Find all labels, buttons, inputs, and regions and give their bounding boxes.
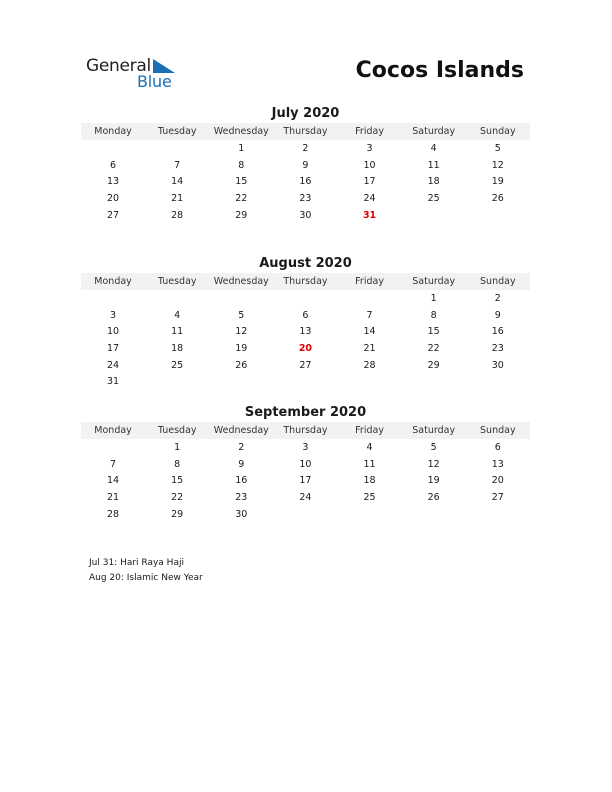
day-cell: 7 — [110, 458, 117, 470]
weekday-label: Wednesday — [213, 425, 269, 436]
logo-text-blue: Blue — [137, 72, 172, 91]
weekday-label: Sunday — [480, 276, 516, 287]
day-cell: 16 — [491, 326, 504, 338]
weekday-label: Friday — [355, 276, 384, 287]
day-cell: 6 — [494, 441, 501, 453]
day-cell: 31 — [107, 376, 120, 388]
week-row — [81, 456, 530, 473]
week-row — [81, 307, 530, 324]
day-cell: 24 — [363, 192, 376, 204]
day-cell: 4 — [174, 309, 181, 321]
week-row — [81, 190, 530, 207]
day-cell: 26 — [427, 491, 440, 503]
day-cell: 4 — [430, 142, 437, 154]
day-cell: 15 — [427, 326, 440, 338]
day-cell: 1 — [238, 142, 245, 154]
day-cell: 8 — [174, 458, 181, 470]
day-cell: 19 — [427, 475, 440, 487]
day-cell: 17 — [299, 475, 312, 487]
day-cell: 3 — [366, 142, 373, 154]
month-title: July 2020 — [271, 106, 340, 121]
day-cell: 8 — [430, 309, 437, 321]
day-cell: 2 — [302, 142, 309, 154]
week-row — [81, 173, 530, 190]
weekday-header-row — [81, 123, 530, 140]
week-row — [81, 157, 530, 174]
day-cell: 9 — [494, 309, 501, 321]
day-cell: 8 — [238, 159, 245, 171]
day-cell: 20 — [107, 192, 120, 204]
day-cell: 5 — [430, 441, 437, 453]
day-cell: 26 — [235, 359, 248, 371]
holiday-day-cell: 20 — [298, 342, 313, 354]
day-cell: 29 — [427, 359, 440, 371]
day-cell: 21 — [171, 192, 184, 204]
day-cell: 23 — [235, 491, 248, 503]
weekday-label: Monday — [94, 126, 132, 137]
day-cell: 15 — [171, 475, 184, 487]
day-cell: 10 — [363, 159, 376, 171]
day-cell: 11 — [427, 159, 440, 171]
weekday-label: Wednesday — [213, 276, 269, 287]
day-cell: 20 — [491, 475, 504, 487]
day-cell: 13 — [107, 176, 120, 188]
day-cell: 26 — [491, 192, 504, 204]
day-cell: 7 — [366, 309, 373, 321]
day-cell: 22 — [171, 491, 184, 503]
weekday-label: Sunday — [480, 126, 516, 137]
day-cell: 25 — [363, 491, 376, 503]
week-row — [81, 472, 530, 489]
day-cell: 28 — [171, 209, 184, 221]
week-row — [81, 290, 530, 307]
day-cell: 10 — [299, 458, 312, 470]
weekday-label: Saturday — [412, 425, 456, 436]
week-row — [81, 140, 530, 157]
day-cell: 28 — [107, 508, 120, 520]
month-weeks — [81, 140, 530, 223]
calendar-month-september — [81, 404, 530, 522]
day-cell: 9 — [302, 159, 309, 171]
day-cell: 4 — [366, 441, 373, 453]
day-cell: 11 — [363, 458, 376, 470]
day-cell: 28 — [363, 359, 376, 371]
day-cell: 3 — [302, 441, 309, 453]
day-cell: 22 — [427, 342, 440, 354]
month-weeks — [81, 290, 530, 390]
day-cell: 5 — [238, 309, 245, 321]
day-cell: 30 — [235, 508, 248, 520]
day-cell: 1 — [430, 292, 437, 304]
day-cell: 6 — [302, 309, 309, 321]
day-cell: 21 — [107, 491, 120, 503]
weekday-label: Wednesday — [213, 126, 269, 137]
day-cell: 24 — [107, 359, 120, 371]
day-cell: 3 — [110, 309, 117, 321]
week-row — [81, 207, 530, 224]
weekday-label: Saturday — [412, 276, 456, 287]
holiday-day-cell: 31 — [362, 209, 377, 221]
month-title: August 2020 — [259, 256, 352, 271]
week-row — [81, 506, 530, 523]
day-cell: 30 — [491, 359, 504, 371]
day-cell: 12 — [491, 159, 504, 171]
day-cell: 2 — [494, 292, 501, 304]
day-cell: 27 — [107, 209, 120, 221]
country-title: Cocos Islands — [355, 58, 524, 83]
month-title: September 2020 — [244, 405, 367, 420]
day-cell: 11 — [171, 326, 184, 338]
day-cell: 1 — [174, 441, 181, 453]
day-cell: 9 — [238, 458, 245, 470]
day-cell: 18 — [427, 176, 440, 188]
day-cell: 21 — [363, 342, 376, 354]
week-row — [81, 340, 530, 357]
week-row — [81, 489, 530, 506]
day-cell: 5 — [494, 142, 501, 154]
day-cell: 18 — [171, 342, 184, 354]
day-cell: 22 — [235, 192, 248, 204]
logo-text-general: General — [86, 56, 151, 76]
day-cell: 17 — [363, 176, 376, 188]
day-cell: 27 — [299, 359, 312, 371]
day-cell: 14 — [363, 326, 376, 338]
day-cell: 12 — [427, 458, 440, 470]
weekday-label: Tuesday — [157, 425, 197, 436]
holiday-note: Jul 31: Hari Raya Haji — [89, 558, 184, 568]
day-cell: 16 — [299, 176, 312, 188]
weekday-label: Tuesday — [157, 276, 197, 287]
week-row — [81, 439, 530, 456]
day-cell: 2 — [238, 441, 245, 453]
weekday-label: Sunday — [480, 425, 516, 436]
generalblue-logo — [86, 56, 186, 92]
day-cell: 19 — [491, 176, 504, 188]
calendar-month-july — [81, 105, 530, 223]
day-cell: 14 — [107, 475, 120, 487]
weekday-label: Tuesday — [157, 126, 197, 137]
week-row — [81, 373, 530, 390]
week-row — [81, 323, 530, 340]
day-cell: 23 — [299, 192, 312, 204]
day-cell: 13 — [299, 326, 312, 338]
weekday-label: Thursday — [283, 126, 328, 137]
day-cell: 23 — [491, 342, 504, 354]
weekday-header-row — [81, 273, 530, 290]
weekday-label: Thursday — [283, 276, 328, 287]
weekday-label: Thursday — [283, 425, 328, 436]
day-cell: 25 — [427, 192, 440, 204]
day-cell: 17 — [107, 342, 120, 354]
holiday-note: Aug 20: Islamic New Year — [89, 573, 203, 583]
weekday-label: Monday — [94, 276, 132, 287]
day-cell: 15 — [235, 176, 248, 188]
day-cell: 12 — [235, 326, 248, 338]
holiday-notes — [89, 556, 203, 586]
day-cell: 13 — [491, 458, 504, 470]
week-row — [81, 357, 530, 374]
weekday-label: Friday — [355, 126, 384, 137]
day-cell: 7 — [174, 159, 181, 171]
weekday-label: Friday — [355, 425, 384, 436]
day-cell: 14 — [171, 176, 184, 188]
day-cell: 6 — [110, 159, 117, 171]
day-cell: 10 — [107, 326, 120, 338]
calendar-month-august — [81, 255, 530, 390]
weekday-label: Monday — [94, 425, 132, 436]
day-cell: 29 — [171, 508, 184, 520]
weekday-header-row — [81, 422, 530, 439]
day-cell: 27 — [491, 491, 504, 503]
day-cell: 29 — [235, 209, 248, 221]
weekday-label: Saturday — [412, 126, 456, 137]
month-weeks — [81, 439, 530, 522]
day-cell: 24 — [299, 491, 312, 503]
day-cell: 30 — [299, 209, 312, 221]
day-cell: 16 — [235, 475, 248, 487]
day-cell: 19 — [235, 342, 248, 354]
day-cell: 25 — [171, 359, 184, 371]
day-cell: 18 — [363, 475, 376, 487]
